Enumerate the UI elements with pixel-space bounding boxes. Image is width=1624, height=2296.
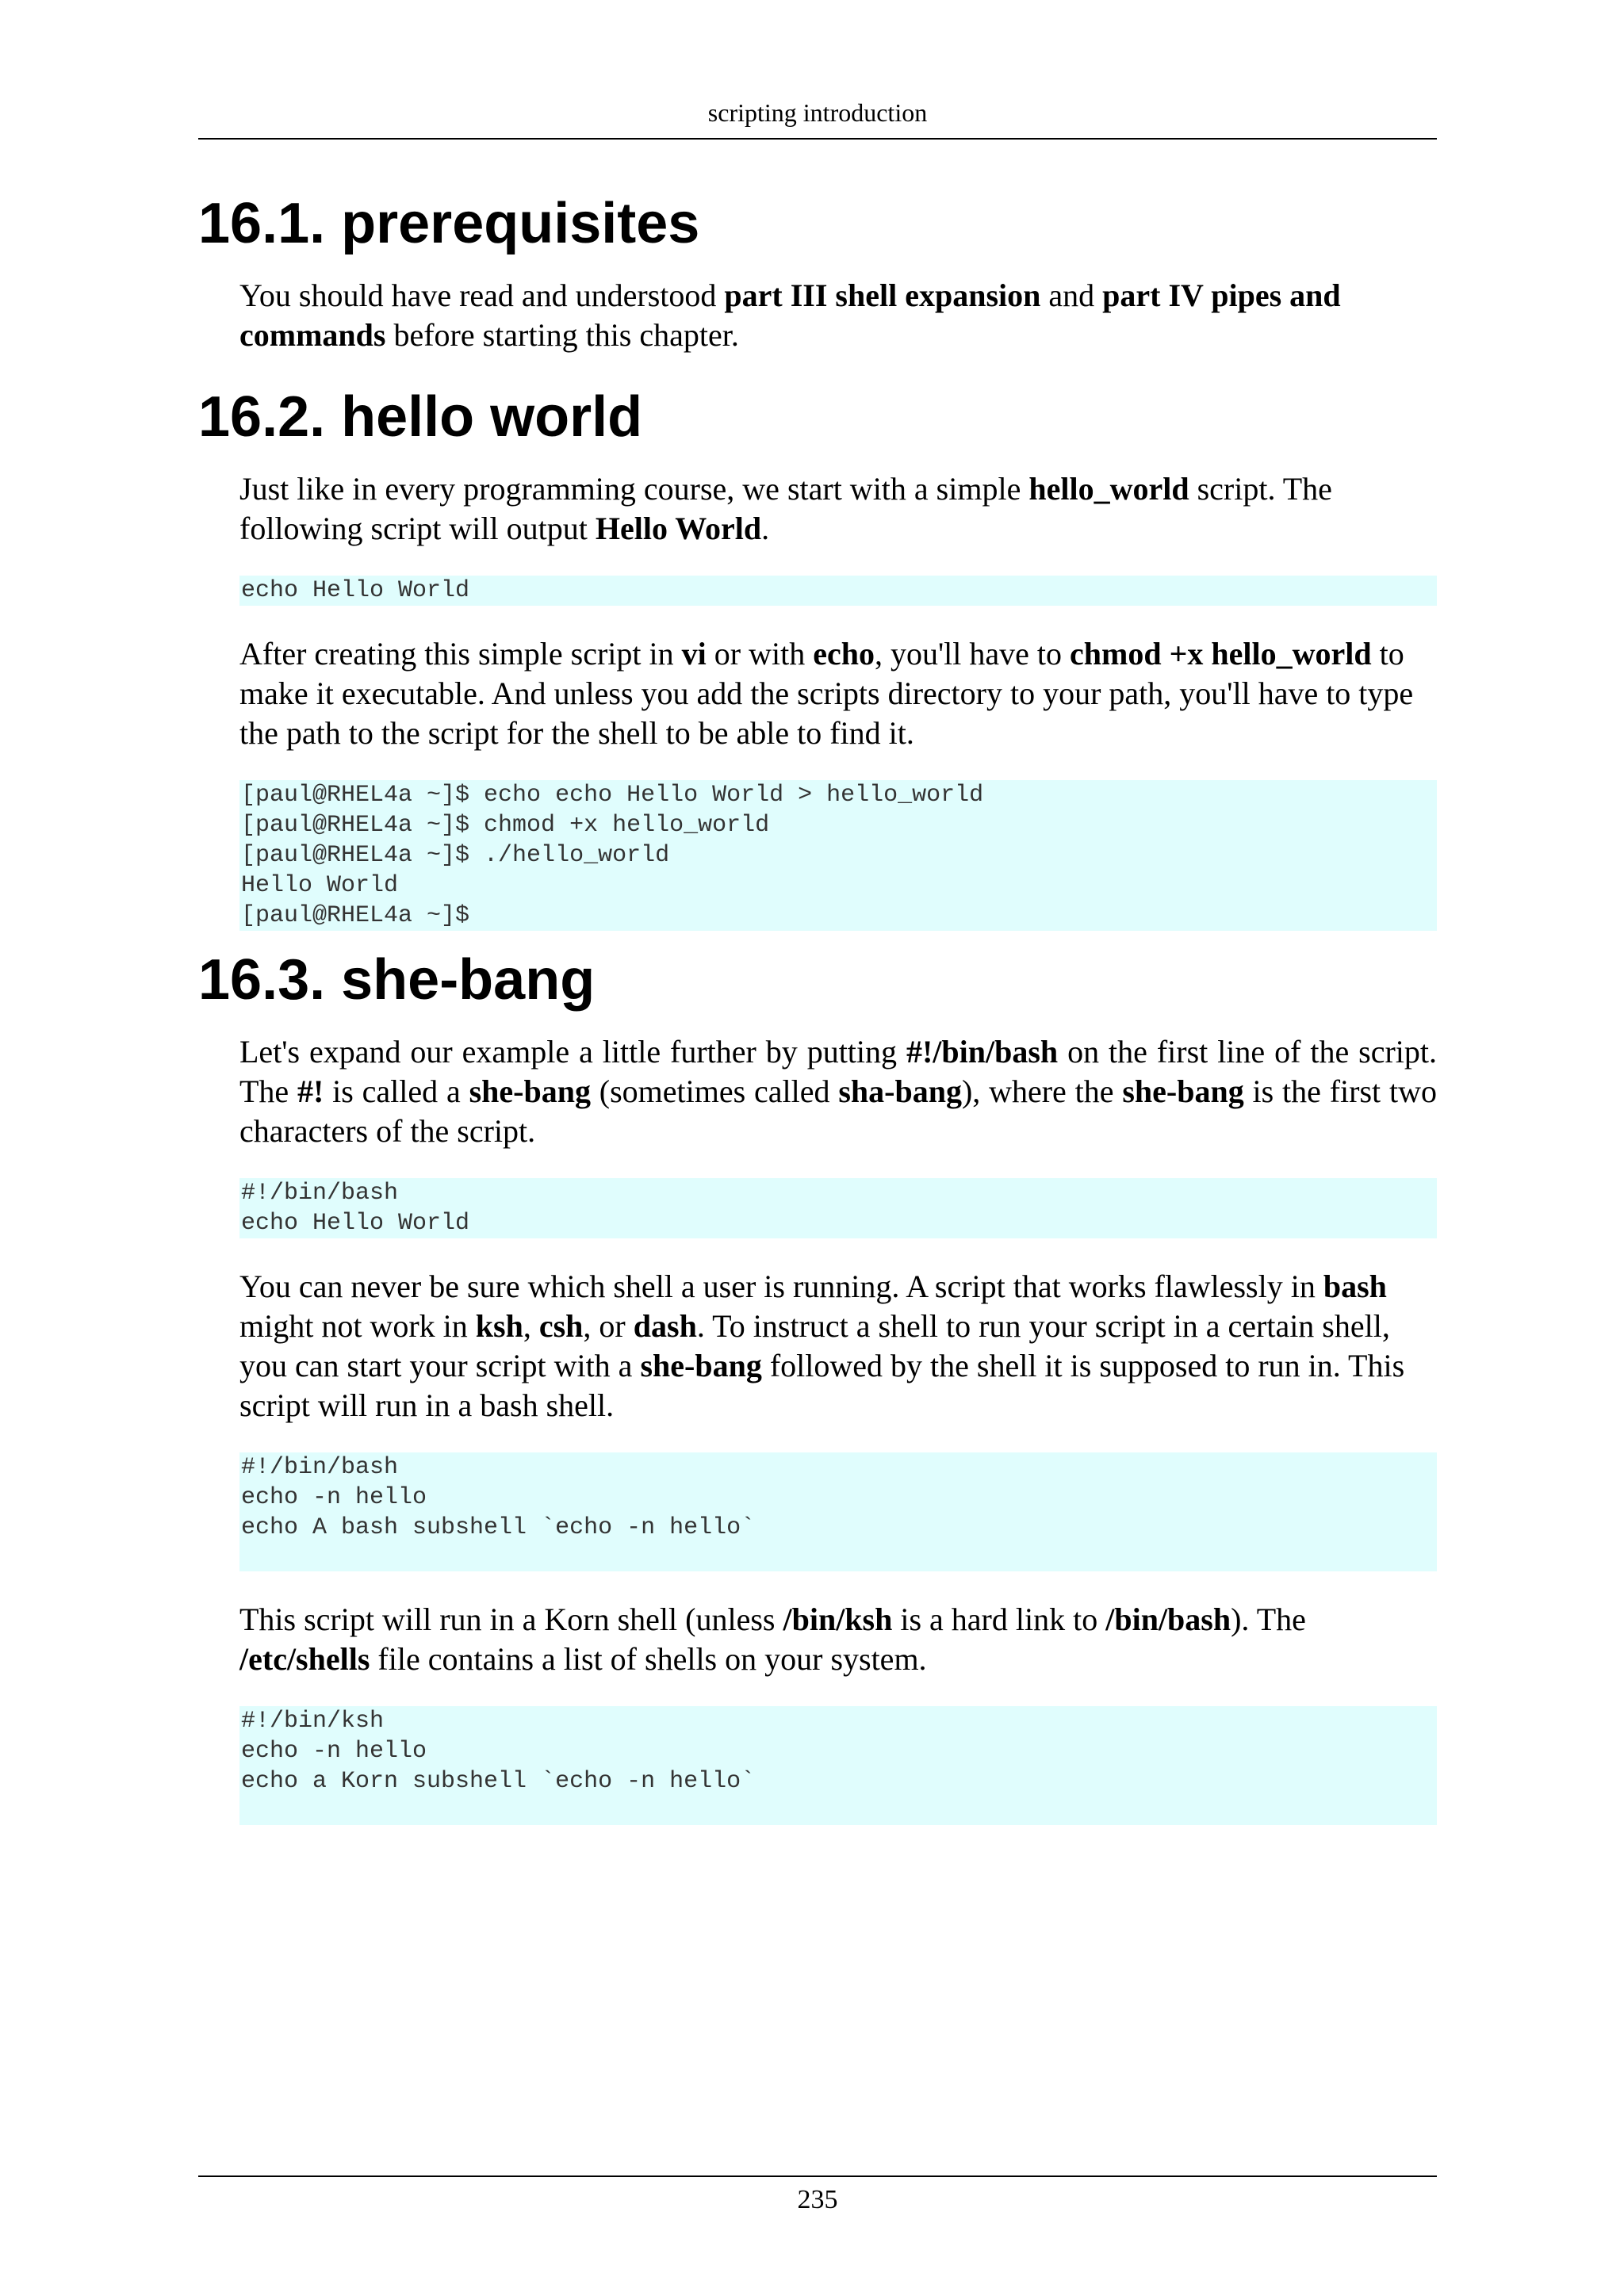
code-line: #!/bin/bash [241, 1454, 399, 1481]
code-block [239, 780, 1437, 931]
section-heading-hello-world: 16.2. hello world [198, 385, 643, 449]
section-heading-she-bang: 16.3. she-bang [198, 948, 596, 1012]
section-body-prerequisites [239, 276, 1437, 355]
code-line: echo a Korn subshell `echo -n hello` [241, 1768, 756, 1795]
page-content [198, 189, 1437, 1854]
paragraph: You can never be sure which shell a user is running. A script that works flawlessly in bash might not work in ksh, csh, or dash. To instruct a shell to run your script in a certain shell, you can start your script with a she-bang followed by the shell it is supposed to run in. This script will run in a bash shell. [239, 1269, 1405, 1423]
section-body-she-bang [239, 1032, 1437, 1825]
code-line: Hello World [241, 872, 399, 899]
section-body-hello-world [239, 469, 1437, 931]
code-line: echo -n hello [241, 1738, 427, 1765]
code-line: [paul@RHEL4a ~]$ chmod +x hello_world [241, 812, 770, 839]
code-line: [paul@RHEL4a ~]$ [241, 902, 470, 929]
code-line: echo -n hello [241, 1484, 427, 1511]
section-heading-prerequisites: 16.1. prerequisites [198, 192, 700, 255]
paragraph: After creating this simple script in vi or with echo, you'll have to chmod +x hello_world to make it executable. And unless you add the scripts directory to your path, you'll have to type the path to the script for the shell to be able to find it. [239, 636, 1414, 751]
paragraph: Let's expand our example a little further by putting #!/bin/bash on the first line of the script. The #! is called a she-bang (sometimes called sha-bang), where the she-bang is the first two characters of the script. [239, 1034, 1437, 1149]
code-line: echo A bash subshell `echo -n hello` [241, 1514, 756, 1541]
paragraph: Just like in every programming course, we start with a simple hello_world script. The following script will output Hello World. [239, 471, 1332, 546]
paragraph: This script will run in a Korn shell (unless /bin/ksh is a hard link to /bin/bash). The /etc/shells file contains a list of shells on your system. [239, 1601, 1306, 1677]
code-block [239, 576, 1437, 606]
code-line: echo Hello World [241, 577, 470, 604]
code-line: [paul@RHEL4a ~]$ echo echo Hello World > hello_world [241, 782, 984, 809]
header-rule [198, 138, 1437, 140]
code-block [239, 1706, 1437, 1825]
code-line: #!/bin/bash [241, 1180, 399, 1207]
code-block [239, 1452, 1437, 1571]
code-block [239, 1178, 1437, 1238]
running-header: scripting introduction [707, 98, 928, 127]
page-number: 235 [797, 2185, 838, 2214]
code-line: [paul@RHEL4a ~]$ ./hello_world [241, 842, 670, 869]
paragraph: You should have read and understood part III shell expansion and part IV pipes and commands before starting this chapter. [239, 277, 1341, 353]
code-line: #!/bin/ksh [241, 1708, 385, 1735]
code-line: echo Hello World [241, 1210, 470, 1237]
footer-rule [198, 2175, 1437, 2177]
